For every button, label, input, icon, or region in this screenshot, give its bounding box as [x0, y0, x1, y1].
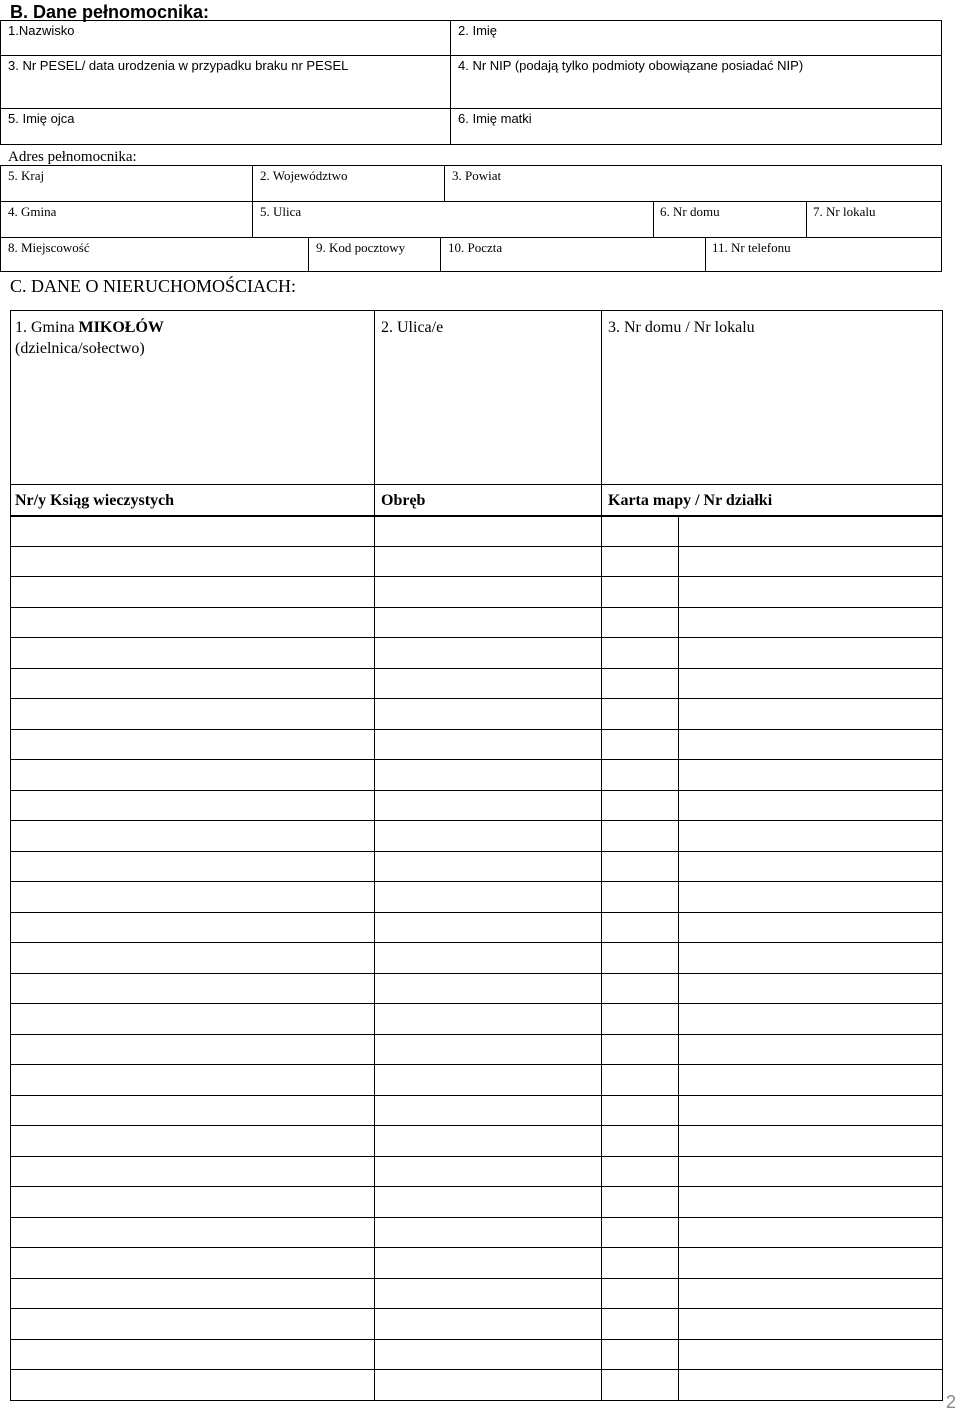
column-divider	[601, 310, 602, 516]
field-ulica[interactable]: 5. Ulica	[260, 204, 302, 219]
column-divider	[678, 516, 679, 1401]
column-divider	[252, 201, 253, 237]
table-row[interactable]	[10, 1003, 942, 1004]
table-row[interactable]	[10, 942, 942, 943]
field-miejscowosc[interactable]: 8. Miejscowość	[8, 240, 90, 255]
table-row[interactable]	[10, 1186, 942, 1187]
row-divider	[0, 108, 942, 109]
field-imie-matki[interactable]: 6. Imię matki	[458, 111, 532, 126]
column-divider	[374, 310, 375, 516]
parcel-grid	[10, 516, 943, 1401]
gmina-subtitle: (dzielnica/sołectwo)	[15, 340, 145, 357]
page-number: 2	[946, 1392, 957, 1412]
field-nr-lokalu[interactable]: 7. Nr lokalu	[813, 204, 876, 219]
field-nr-telefonu[interactable]: 11. Nr telefonu	[712, 240, 791, 255]
table-row[interactable]	[10, 546, 942, 547]
table-row[interactable]	[10, 1247, 942, 1248]
field-imie[interactable]: 2. Imię	[458, 23, 498, 38]
column-header-obreb: Obręb	[381, 492, 426, 509]
gmina-name: MIKOŁÓW	[78, 319, 164, 336]
field-kraj[interactable]: 5. Kraj	[8, 168, 45, 183]
field-nazwisko[interactable]: 1.Nazwisko	[8, 23, 75, 38]
table-row[interactable]	[10, 820, 942, 821]
column-divider	[252, 165, 253, 201]
field-pesel[interactable]: 3. Nr PESEL/ data urodzenia w przypadku braku nr PESEL	[8, 58, 349, 73]
table-row[interactable]	[10, 1034, 942, 1035]
table-row[interactable]	[10, 1095, 942, 1096]
column-divider	[450, 20, 451, 145]
table-row[interactable]	[10, 881, 942, 882]
table-row[interactable]	[10, 1217, 942, 1218]
table-row[interactable]	[10, 1308, 942, 1309]
column-divider	[705, 237, 706, 272]
table-row[interactable]	[10, 1278, 942, 1279]
row-divider	[0, 55, 942, 56]
section-b-table	[0, 20, 942, 145]
column-divider	[308, 237, 309, 272]
table-row[interactable]	[10, 637, 942, 638]
table-row[interactable]	[10, 1339, 942, 1340]
column-header-karta: Karta mapy / Nr działki	[608, 492, 773, 509]
field-powiat[interactable]: 3. Powiat	[452, 168, 502, 183]
field-nip[interactable]: 4. Nr NIP (podają tylko podmioty obowiązane posiadać NIP)	[458, 58, 804, 73]
table-row[interactable]	[10, 1064, 942, 1065]
section-b-title: B. Dane pełnomocnika:	[10, 2, 210, 22]
field-gmina[interactable]: 4. Gmina	[8, 204, 57, 219]
gmina-prefix: 1. Gmina	[15, 319, 79, 336]
field-gmina-property[interactable]	[15, 318, 164, 337]
column-divider	[653, 201, 654, 237]
table-row[interactable]	[10, 1156, 942, 1157]
field-nr-domu-lokalu[interactable]: 3. Nr domu / Nr lokalu	[608, 319, 755, 336]
field-ulica-property[interactable]: 2. Ulica/e	[381, 319, 444, 336]
field-poczta[interactable]: 10. Poczta	[448, 240, 503, 255]
table-row[interactable]	[10, 698, 942, 699]
address-title: Adres pełnomocnika:	[8, 149, 137, 165]
row-divider	[0, 201, 942, 202]
field-nr-domu[interactable]: 6. Nr domu	[660, 204, 720, 219]
field-wojewodztwo[interactable]: 2. Województwo	[260, 168, 348, 183]
table-row[interactable]	[10, 759, 942, 760]
table-row[interactable]	[10, 973, 942, 974]
field-imie-ojca[interactable]: 5. Imię ojca	[8, 111, 75, 126]
column-divider	[374, 516, 375, 1401]
table-row[interactable]	[10, 851, 942, 852]
table-row[interactable]	[10, 576, 942, 577]
table-row[interactable]	[10, 790, 942, 791]
table-row[interactable]	[10, 912, 942, 913]
table-row[interactable]	[10, 1125, 942, 1126]
field-kod-pocztowy[interactable]: 9. Kod pocztowy	[316, 240, 406, 255]
column-divider	[440, 237, 441, 272]
table-row[interactable]	[10, 1369, 942, 1370]
table-row[interactable]	[10, 668, 942, 669]
table-row[interactable]	[10, 607, 942, 608]
column-divider	[601, 516, 602, 1401]
column-header-ksiegi: Nr/y Ksiąg wieczystych	[15, 492, 175, 509]
column-divider	[444, 165, 445, 201]
section-c-title: C. DANE O NIERUCHOMOŚCIACH:	[10, 276, 297, 296]
property-table	[10, 310, 943, 516]
column-divider	[806, 201, 807, 237]
row-divider	[0, 237, 942, 238]
table-row[interactable]	[10, 729, 942, 730]
row-divider	[10, 484, 943, 485]
